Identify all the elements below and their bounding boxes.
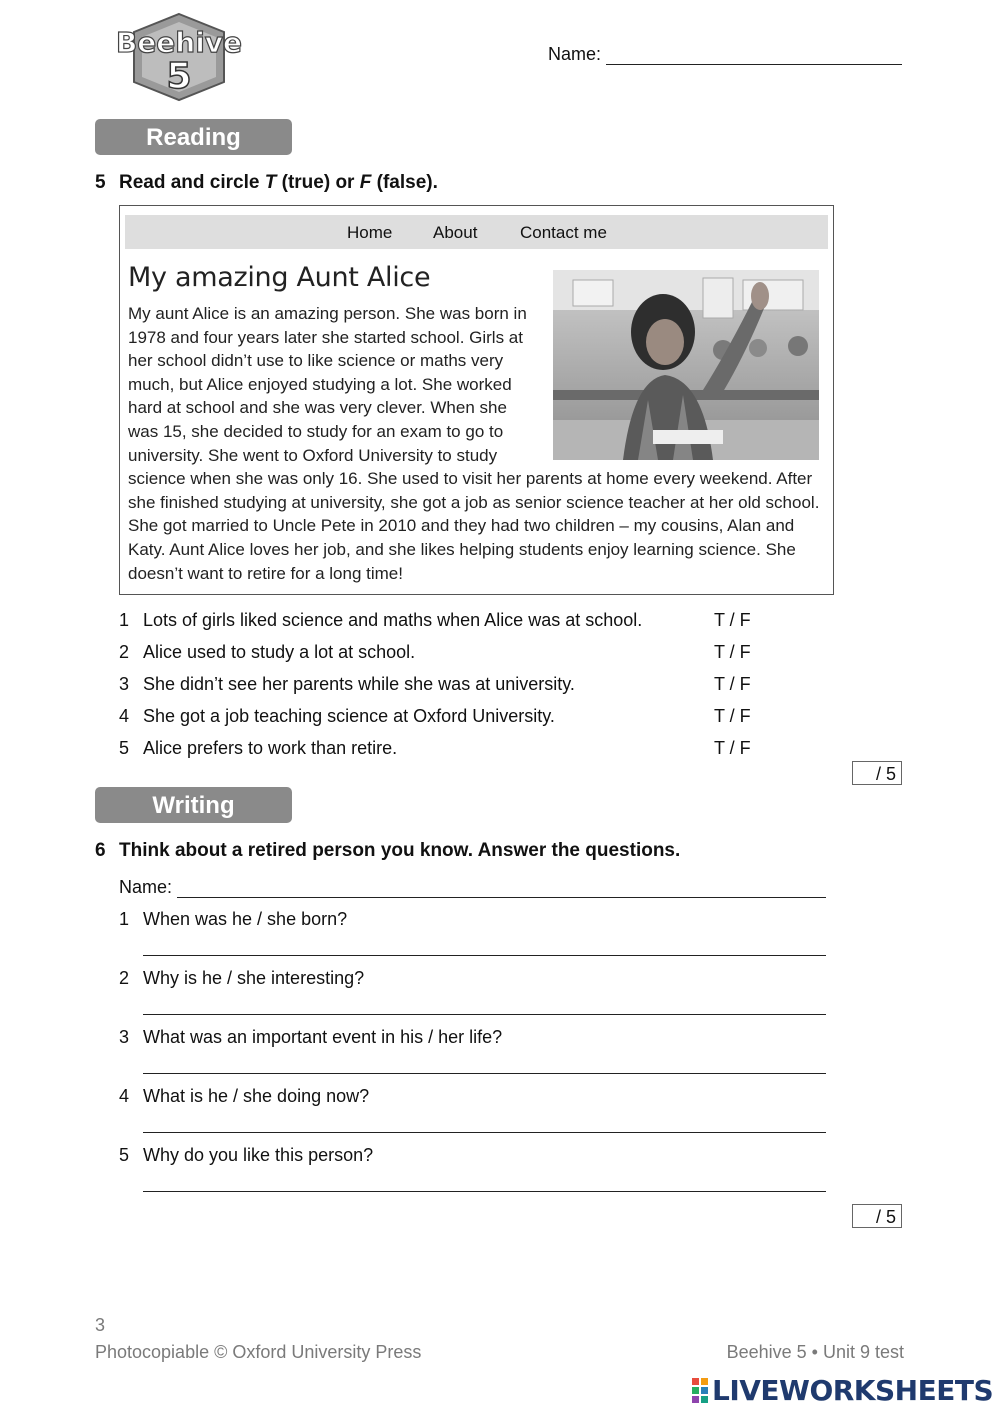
true-false-choice[interactable]: T / F <box>714 706 751 726</box>
item-text: She got a job teaching science at Oxford University. <box>143 706 555 726</box>
true-false-choice[interactable]: T / F <box>714 738 751 758</box>
item-number: 3 <box>119 1027 130 1047</box>
reading-section-tab: Reading <box>95 119 292 155</box>
item-text: What was an important event in his / her life? <box>143 1027 503 1047</box>
writing-name-input-line[interactable] <box>177 897 826 898</box>
name-input-line[interactable] <box>606 64 902 65</box>
writing-instruction <box>95 840 680 862</box>
liveworksheets-watermark <box>690 1374 994 1408</box>
true-false-choice[interactable]: T / F <box>714 610 751 630</box>
instruction-false-letter: F <box>359 172 372 193</box>
svg-text:Beehive: Beehive <box>115 26 243 59</box>
article-text <box>128 302 828 585</box>
item-number: 5 <box>119 738 130 758</box>
nav-contact[interactable]: Contact me <box>520 223 607 242</box>
name-label: Name: <box>548 44 602 64</box>
nav-home[interactable]: Home <box>347 223 393 242</box>
answer-line[interactable] <box>143 1073 826 1074</box>
unit-label: Beehive 5 • Unit 9 test <box>726 1342 904 1362</box>
true-false-choice[interactable]: T / F <box>714 642 751 662</box>
instruction-true-letter: T <box>264 172 277 193</box>
item-number: 5 <box>119 1145 130 1165</box>
instruction-text: Think about a retired person you know. Answer the questions. <box>119 840 681 861</box>
item-text: When was he / she born? <box>143 909 348 929</box>
item-number: 4 <box>119 706 130 726</box>
watermark-text: LIVEWORKSHEETS <box>712 1374 994 1407</box>
question-number: 6 <box>95 840 106 861</box>
article-body: My aunt Alice is an amazing person. She was born in 1978 and four years later she started school. Girls at her school didn’t use to like science or maths very much, but Alice enjoyed studying a lot. She worked hard at school and she was very clever. When she was 15, she decided to study for an exam to go to university. She went to Oxford University to study science when she was only 16. She used to visit her parents at home every weekend. After she finished studying at university, she got a job as senior science teacher at her old school. She got married to Uncle Pete in 2010 and they had two children – my cousins, Alan and Katy. Aunt Alice loves her job, and she likes helping students enjoy learning science. She doesn’t want to retire for a long time! <box>128 304 820 583</box>
item-number: 2 <box>119 642 130 662</box>
article-nav-bar <box>125 215 828 249</box>
answer-line[interactable] <box>143 1191 826 1192</box>
reading-instruction <box>95 172 438 194</box>
article-box <box>119 205 834 595</box>
instruction-part: (true) or <box>276 172 360 193</box>
svg-text:5: 5 <box>166 56 192 97</box>
item-text: Alice prefers to work than retire. <box>143 738 398 758</box>
item-number: 4 <box>119 1086 130 1106</box>
page-number: 3 <box>95 1315 106 1335</box>
item-number: 3 <box>119 674 130 694</box>
reading-score-box: / 5 <box>852 761 902 785</box>
item-text: Why do you like this person? <box>143 1145 374 1165</box>
item-number: 1 <box>119 909 130 929</box>
item-text: She didn’t see her parents while she was at university. <box>143 674 575 694</box>
question-number: 5 <box>95 172 106 193</box>
item-text: What is he / she doing now? <box>143 1086 370 1106</box>
true-false-choice[interactable]: T / F <box>714 674 751 694</box>
item-text: Lots of girls liked science and maths when Alice was at school. <box>143 610 643 630</box>
instruction-part: (false). <box>371 172 438 193</box>
item-number: 1 <box>119 610 130 630</box>
instruction-part: Read and circle <box>119 172 265 193</box>
nav-about[interactable]: About <box>433 223 478 242</box>
article-title: My amazing Aunt Alice <box>128 262 431 293</box>
writing-name-label: Name: <box>119 877 173 897</box>
writing-section-tab: Writing <box>95 787 292 823</box>
item-number: 2 <box>119 968 130 988</box>
item-text: Why is he / she interesting? <box>143 968 365 988</box>
copyright-text: Photocopiable © Oxford University Press <box>95 1342 422 1362</box>
photo-spacer <box>538 302 828 464</box>
answer-line[interactable] <box>143 1132 826 1133</box>
answer-line[interactable] <box>143 1014 826 1015</box>
writing-score-box: / 5 <box>852 1204 902 1228</box>
item-text: Alice used to study a lot at school. <box>143 642 416 662</box>
beehive-logo <box>112 10 246 104</box>
answer-line[interactable] <box>143 955 826 956</box>
